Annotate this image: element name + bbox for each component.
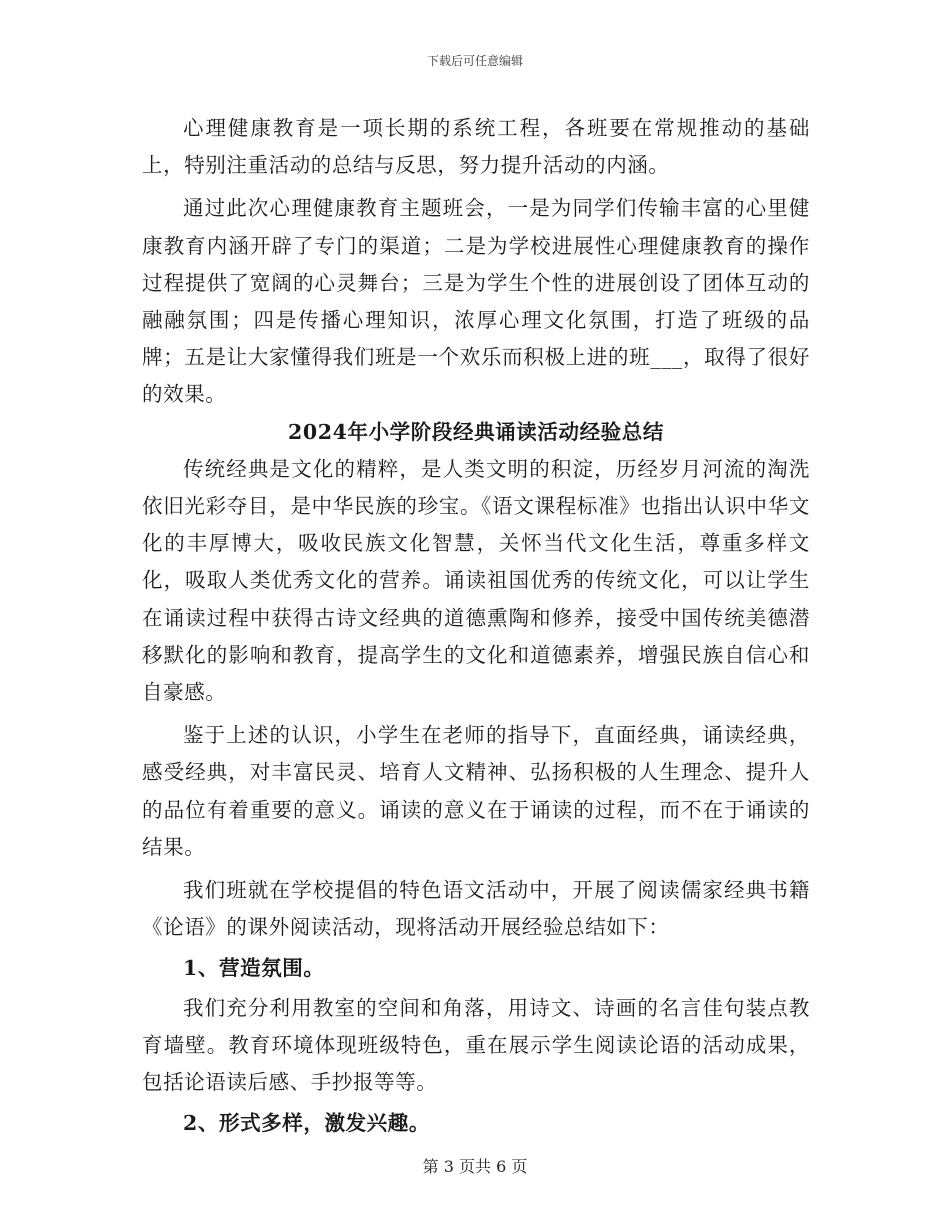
section-title: 2024年小学阶段经典诵读活动经验总结	[288, 419, 664, 444]
subheading-2: 2、形式多样，激发兴趣。	[183, 1111, 430, 1136]
paragraph-1: 心理健康教育是一项长期的系统工程，各班要在常规推动的基础上，特别注重活动的总结与反思，努力提升活动的内涵。	[142, 116, 810, 178]
paragraph-5: 我们班就在学校提倡的特色语文活动中，开展了阅读儒家经典书籍《论语》的课外阅读活动，现将活动开展经验总结如下：	[142, 878, 810, 940]
page-header: 下载后可任意编辑	[426, 54, 523, 68]
paragraph-6: 我们充分利用教室的空间和角落，用诗文、诗画的名言佳句装点教育墙壁。教育环境体现班级特色，重在展示学生阅读论语的活动成果，包括论语读后感、手抄报等等。	[142, 995, 810, 1095]
paragraph-2: 通过此次心理健康教育主题班会，一是为同学们传输丰富的心里健康教育内涵开辟了专门的渠道；二是为学校进展性心理健康教育的操作过程提供了宽阔的心灵舞台；三是为学生个性的进展创设了团体互动的融融氛围；四是传播心理知识，浓厚心理文化氛围，打造了班级的品牌；五是让大家懂得我们班是一个欢乐而积极上进的班___，取得了很好的效果。	[142, 196, 810, 407]
page-footer: 第 3 页共 6 页	[422, 1157, 528, 1176]
paragraph-3: 传统经典是文化的精粹，是人类文明的积淀，历经岁月河流的淘洗依旧光彩夺目，是中华民族的珍宝。《语文课程标准》也指出认识中华文化的丰厚博大，吸收民族文化智慧，关怀当代文化生活，尊重多样文化，吸取人类优秀文化的营养。诵读祖国优秀的传统文化，可以让学生在诵读过程中获得古诗文经典的道德熏陶和修养，接受中国传统美德潜移默化的影响和教育，提高学生的文化和道德素养，增强民族自信心和自豪感。	[142, 456, 810, 705]
subheading-1: 1、营造氛围。	[183, 956, 325, 981]
paragraph-4: 鉴于上述的认识，小学生在老师的指导下，直面经典，诵读经典，感受经典，对丰富民灵、培育人文精神、弘扬积极的人生理念、提升人的品位有着重要的意义。诵读的意义在于诵读的过程，而不在于诵读的结果。	[142, 723, 810, 859]
document-body	[142, 110, 810, 1144]
